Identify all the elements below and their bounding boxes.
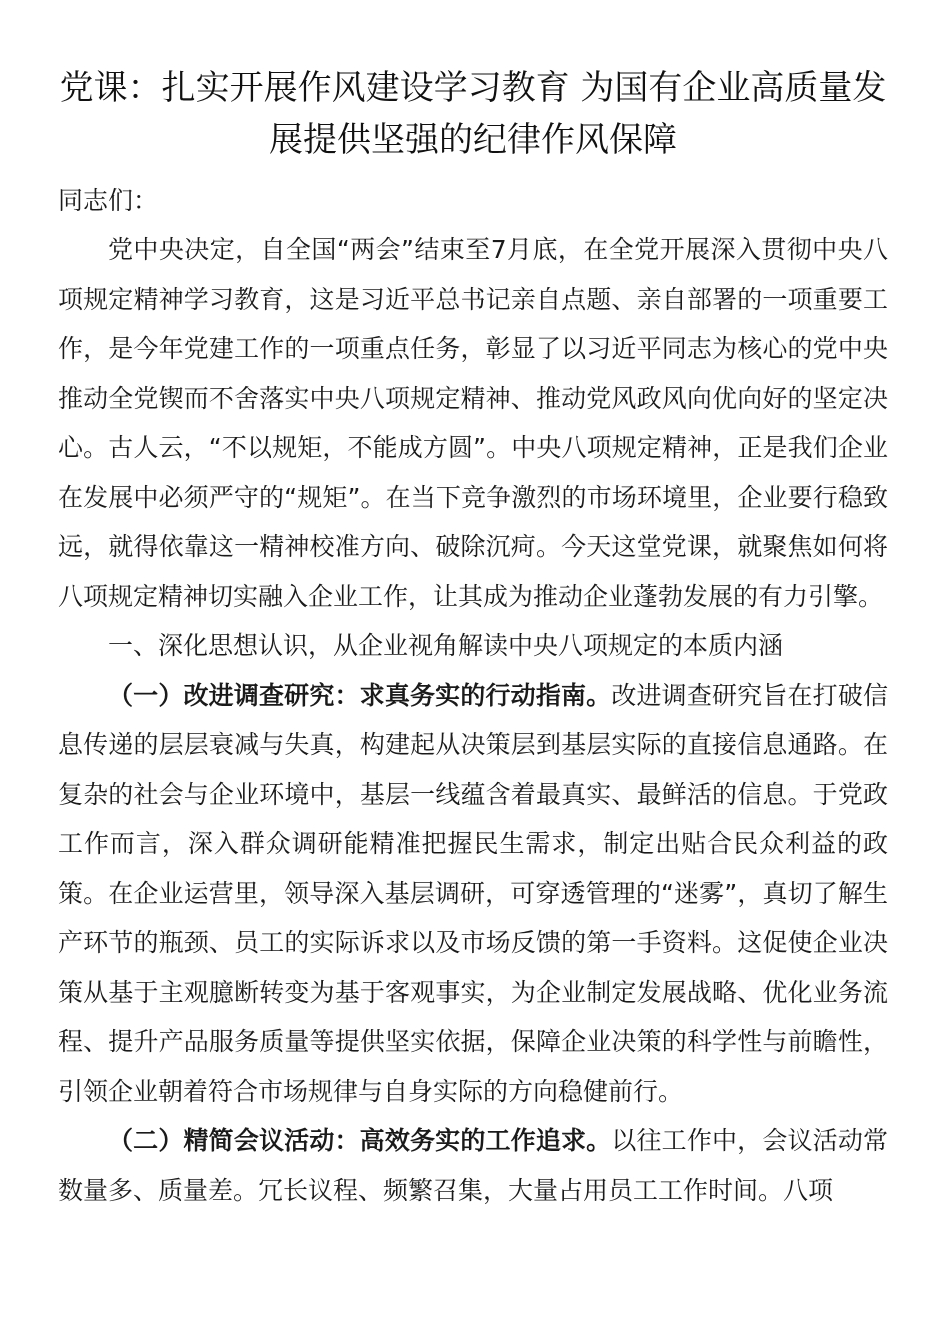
document-title: 党课：扎实开展作风建设学习教育 为国有企业高质量发展提供坚强的纪律作风保障 bbox=[59, 68, 887, 160]
subsection-2-body: 以往工作中，会议活动常数量多、质量差。冗长议程、频繁召集，大量占用员工工作时间。八项 bbox=[58, 1126, 888, 1205]
subsection-1-body: 改进调查研究旨在打破信息传递的层层衰减与失真，构建起从决策层到基层实际的直接信息通路。在复杂的社会与企业环境中，基层一线蕴含着最真实、最鲜活的信息。于党政工作而言，深入群众调研能精准把握民生需求，制定出贴合民众利益的政策。在企业运营里，领导深入基层调研，可穿透管理的“迷雾”，真切了解生产环节的瓶颈、员工的实际诉求以及市场反馈的第一手资料。这促使企业决策从基于主观臆断转变为基于客观事实，为企业制定发展战略、优化业务流程、提升产品服务质量等提供坚实依据，保障企业决策的科学性与前瞻性，引领企业朝着符合市场规律与自身实际的方向稳健前行。 bbox=[58, 680, 888, 1106]
subsection-1-heading: （一）改进调查研究：求真务实的行动指南。 bbox=[108, 680, 612, 710]
subsection-2-heading: （二）精简会议活动：高效务实的工作追求。 bbox=[108, 1126, 612, 1155]
subsection-1 bbox=[58, 671, 888, 1117]
section-heading-1: 一、深化思想认识，从企业视角解读中央八项规定的本质内涵 bbox=[108, 631, 784, 660]
document-page bbox=[58, 62, 888, 1215]
intro-paragraph: 党中央决定，自全国“两会”结束至7月底，在全党开展深入贯彻中央八项规定精神学习教育，这是习近平总书记亲自点题、亲自部署的一项重要工作，是今年党建工作的一项重点任务，彰显了以习近平同志为核心的党中央推动全党锲而不舍落实中央八项规定精神、推动党风政风向优向好的坚定决心。古人云，“不以规矩，不能成方圆”。中央八项规定精神，正是我们企业在发展中必须严守的“规矩”。在当下竞争激烈的市场环境里，企业要行稳致远，就得依靠这一精神校准方向、破除沉疴。今天这堂党课，就聚焦如何将八项规定精神切实融入企业工作，让其成为推动企业蓬勃发展的有力引擎。 bbox=[58, 235, 888, 611]
subsection-2 bbox=[58, 1116, 888, 1215]
greeting: 同志们： bbox=[58, 186, 159, 215]
